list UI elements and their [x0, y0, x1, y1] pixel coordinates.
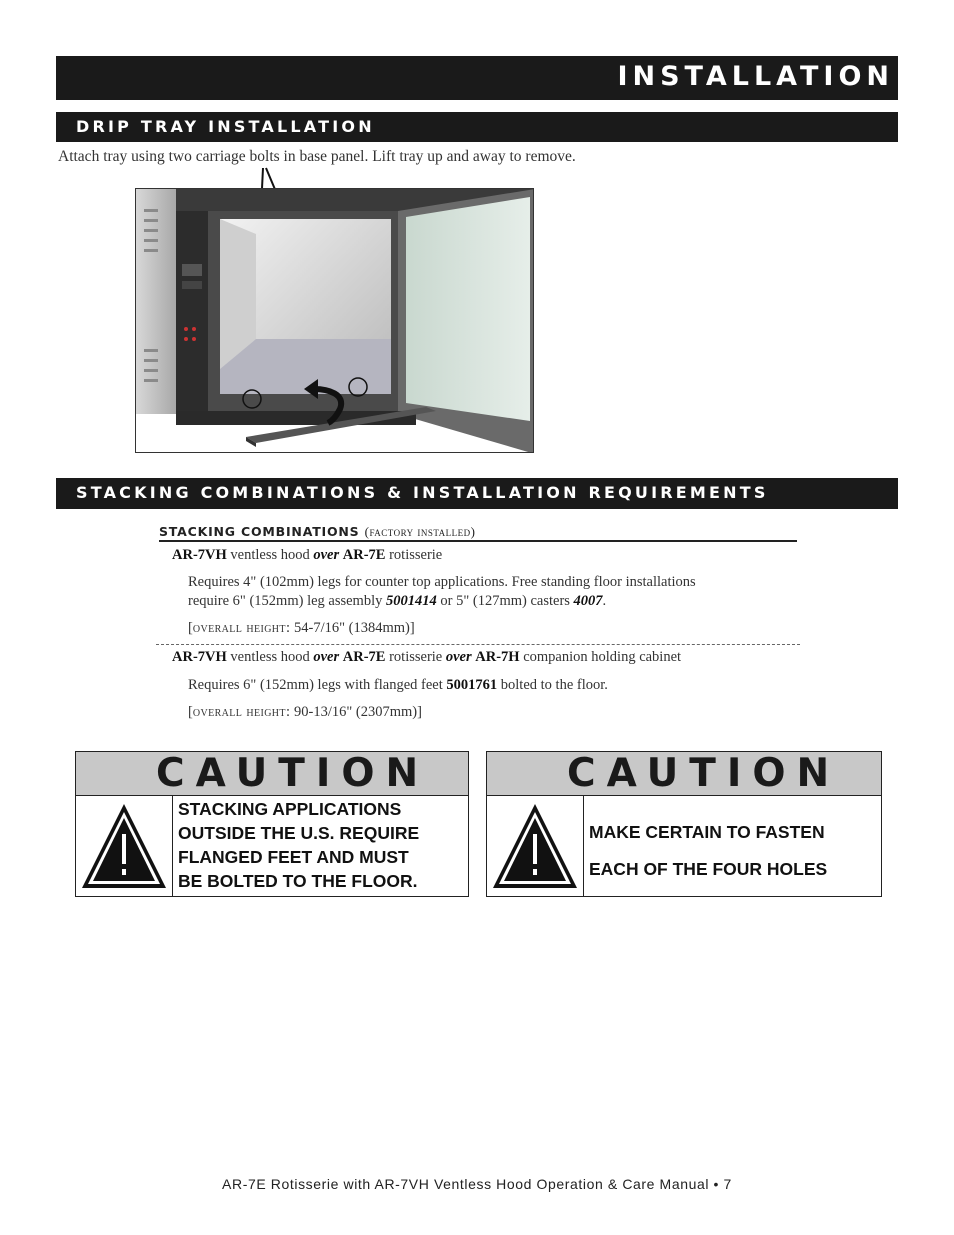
caution-line: FLANGED FEET AND MUST: [178, 847, 409, 867]
stacking-header: [56, 478, 898, 509]
page-footer: AR-7E Rotisserie with AR-7VH Ventless Hood Operation & Care Manual • 7: [222, 1176, 732, 1192]
stacking-subheading: [159, 524, 797, 542]
req-text: bolted to the floor.: [497, 677, 608, 693]
factory-installed-note: (factory installed): [364, 524, 476, 539]
section-title: INSTALLATION: [617, 61, 894, 92]
caution-line: MAKE CERTAIN TO FASTEN: [589, 822, 825, 842]
part-5001761: 5001761: [446, 677, 498, 693]
drip-tray-title: DRIP TRAY INSTALLATION: [76, 117, 375, 136]
combo2-req: [188, 677, 608, 694]
caution-message: [589, 814, 827, 888]
model-ar7vh: AR-7VH: [172, 547, 227, 563]
caution-title-bar: [487, 752, 881, 796]
caution-title: CAUTION: [156, 751, 430, 796]
model-ar7e: AR-7E: [342, 547, 386, 563]
caution-title: CAUTION: [567, 751, 841, 796]
model-ar7h: AR-7H: [475, 649, 520, 665]
over-word: over: [313, 547, 340, 563]
part-5001414: 5001414: [386, 593, 437, 609]
combo2-height: [overall height: 90-13/16" (2307mm)]: [188, 704, 422, 720]
req-text: or 5" (127mm) casters: [436, 593, 574, 609]
combo1-req-line2: [188, 593, 606, 610]
req-text: require 6" (152mm) leg assembly: [188, 593, 386, 609]
text-rotisserie: rotisserie: [385, 649, 446, 665]
caution-line: STACKING APPLICATIONS: [178, 799, 402, 819]
combo1-title: [172, 547, 442, 564]
combo1-height: [overall height: 54-7/16" (1384mm)]: [188, 620, 415, 636]
combo2-title: [172, 649, 681, 666]
caution-message: [178, 797, 419, 893]
caution-title-bar: [76, 752, 468, 796]
caution-line: EACH OF THE FOUR HOLES: [589, 859, 828, 879]
text-ventless-hood: ventless hood: [226, 547, 314, 563]
part-4007: 4007: [573, 593, 603, 609]
caution-line: OUTSIDE THE U.S. REQUIRE: [178, 823, 420, 843]
height-label: overall height:: [192, 704, 291, 720]
model-ar7vh: AR-7VH: [172, 649, 227, 665]
height-label: overall height:: [192, 620, 291, 636]
text-rotisserie: rotisserie: [385, 547, 443, 563]
stacking-title: STACKING COMBINATIONS & INSTALLATION REQUIREMENTS: [76, 483, 769, 502]
req-text: .: [602, 593, 607, 609]
caution-box-stacking: [75, 751, 469, 897]
text-ventless-hood: ventless hood: [226, 649, 314, 665]
caution-box-fasten: [486, 751, 882, 897]
combo1-req-line1: Requires 4" (102mm) legs for counter top applications. Free standing floor installations: [188, 574, 696, 590]
caution-line: BE BOLTED TO THE FLOOR.: [178, 871, 418, 891]
drip-tray-photo: [135, 188, 534, 453]
height-value: 90-13/16" (2307mm): [294, 704, 418, 720]
warning-triangle-icon: [76, 796, 173, 897]
divider: [156, 644, 800, 645]
req-text: Requires 6" (152mm) legs with flanged feet: [188, 677, 447, 693]
model-ar7e: AR-7E: [342, 649, 386, 665]
drip-tray-instruction: Attach tray using two carriage bolts in base panel. Lift tray up and away to remove.: [58, 148, 576, 165]
stacking-subheading-text: STACKING COMBINATIONS: [159, 524, 360, 539]
height-value: 54-7/16" (1384mm): [294, 620, 410, 636]
text-holding-cabinet: companion holding cabinet: [519, 649, 682, 665]
over-word: over: [313, 649, 340, 665]
over-word: over: [445, 649, 472, 665]
warning-triangle-icon: [487, 796, 584, 897]
